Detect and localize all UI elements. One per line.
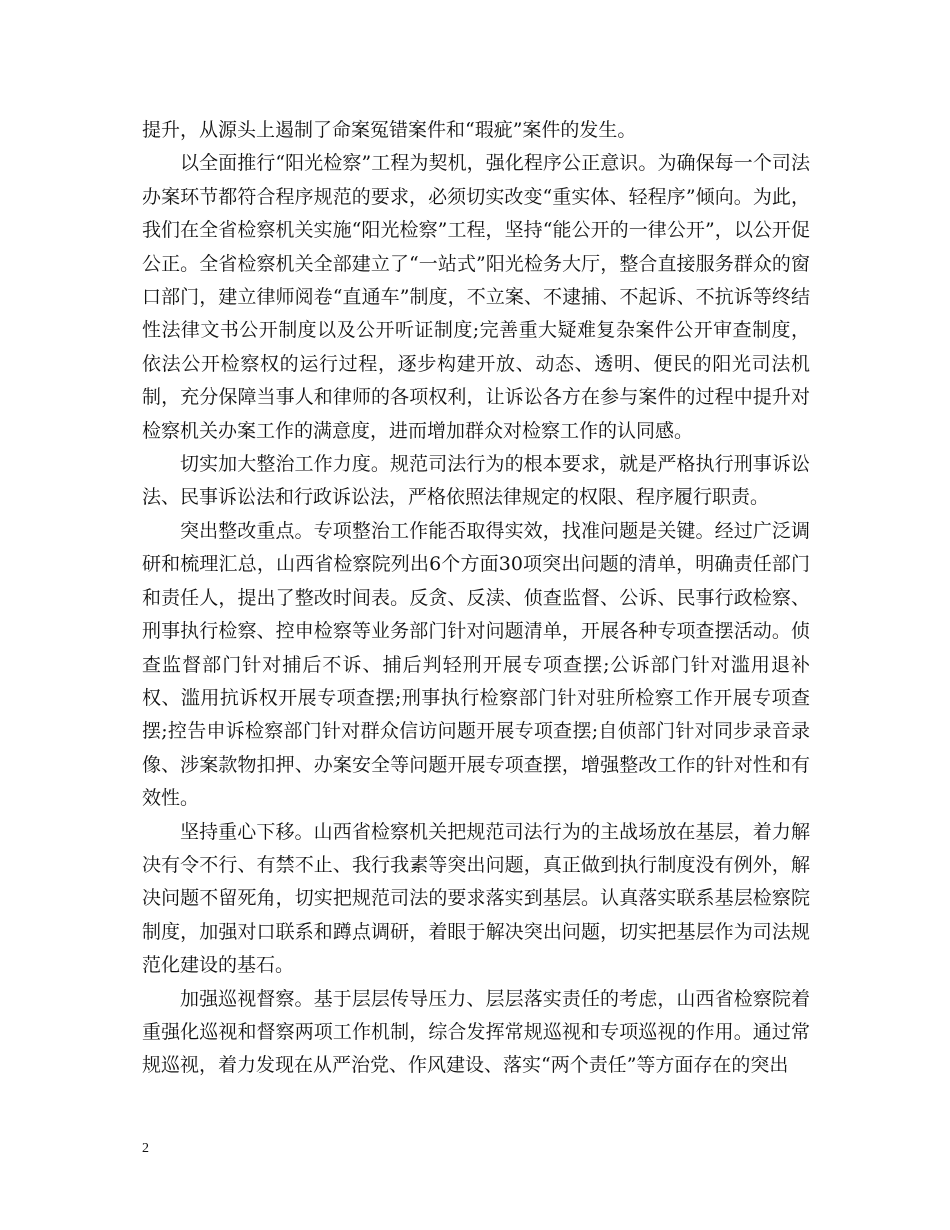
- document-body: [142, 114, 810, 1083]
- paragraph-grassroots-focus: 坚持重心下移。山西省检察机关把规范司法行为的主战场放在基层，着力解决有令不行、有禁不止、我行我素等突出问题，真正做到执行制度没有例外，解决问题不留死角，切实把规范司法的要求落实到基层。认真落实联系基层检察院制度，加强对口联系和蹲点调研，着眼于解决突出问题，切实把基层作为司法规范化建设的基石。: [142, 820, 810, 977]
- paragraph-inspection-supervision: 加强巡视督察。基于层层传导压力、层层落实责任的考虑，山西省检察院着重强化巡视和督察两项工作机制，综合发挥常规巡视和专项巡视的作用。通过常规巡视，着力发现在从严治党、作风建设、落实“两个责任”等方面存在的突出: [142, 987, 810, 1077]
- page-number: 2: [142, 1141, 149, 1156]
- paragraph-rectification-priorities: 突出整改重点。专项整治工作能否取得实效，找准问题是关键。经过广泛调研和梳理汇总，山西省检察院列出6个方面30项突出问题的清单，明确责任部门和责任人，提出了整改时间表。反贪、反渎、侦查监督、公诉、民事行政检察、刑事执行检察、控申检察等业务部门针对问题清单，开展各种专项查摆活动。侦查监督部门针对捕后不诉、捕后判轻刑开展专项查摆;公诉部门针对滥用退补权、滥用抗诉权开展专项查摆;刑事执行检察部门针对驻所检察工作开展专项查摆;控告申诉检察部门针对群众信访问题开展专项查摆;自侦部门针对同步录音录像、涉案款物扣押、办案安全等问题开展专项查摆，增强整改工作的针对性和有效性。: [142, 519, 810, 810]
- paragraph-rectification-effort: 切实加大整治工作力度。规范司法行为的根本要求，就是严格执行刑事诉讼法、民事诉讼法和行政诉讼法，严格依照法律规定的权限、程序履行职责。: [142, 453, 810, 509]
- paragraph-sunshine-procuratorate: 以全面推行“阳光检察”工程为契机，强化程序公正意识。为确保每一个司法办案环节都符合程序规范的要求，必须切实改变“重实体、轻程序”倾向。为此，我们在全省检察机关实施“阳光检察”工程，坚持“能公开的一律公开”，以公开促公正。全省检察机关全部建立了“一站式”阳光检务大厅，整合直接服务群众的窗口部门，建立律师阅卷“直通车”制度，不立案、不逮捕、不起诉、不抗诉等终结性法律文书公开制度以及公开听证制度;完善重大疑难复杂案件公开审查制度，依法公开检察权的运行过程，逐步构建开放、动态、透明、便民的阳光司法机制，充分保障当事人和律师的各项权利，让诉讼各方在参与案件的过程中提升对检察机关办案工作的满意度，进而增加群众对检察工作的认同感。: [142, 152, 810, 442]
- paragraph-continuation: 提升，从源头上遏制了命案冤错案件和“瑕疵”案件的发生。: [142, 119, 637, 141]
